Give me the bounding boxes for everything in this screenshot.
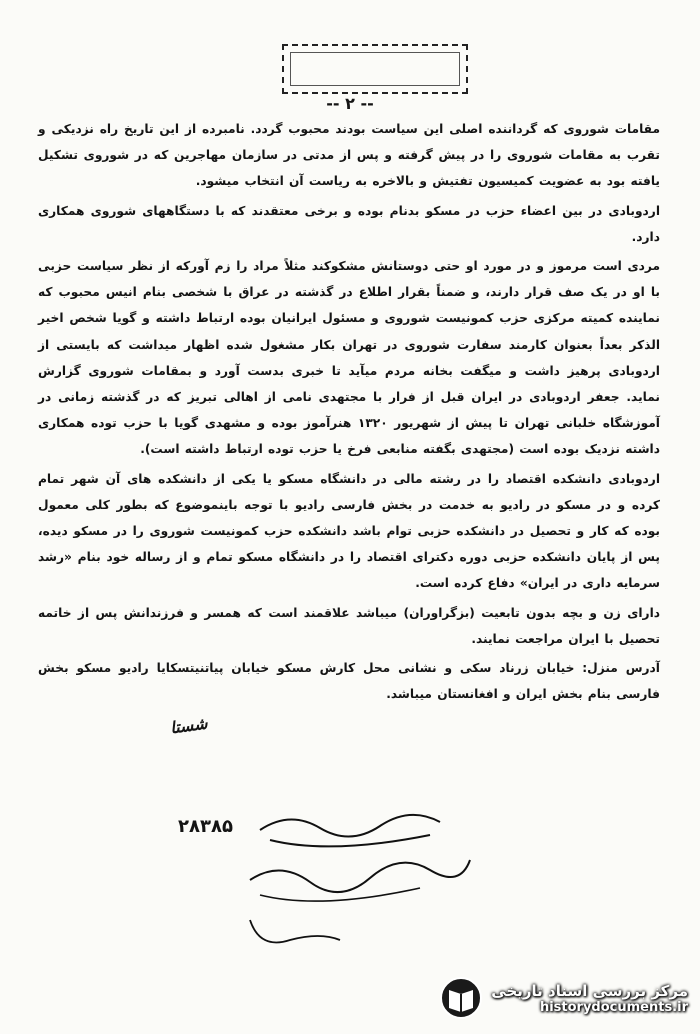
handwritten-annotation: شستا bbox=[168, 713, 209, 738]
archive-title: مرکز بررسی اسناد تاریخی bbox=[491, 981, 688, 1000]
handwritten-signature bbox=[230, 800, 490, 960]
document-number: ۲۸۳۸۵ bbox=[178, 816, 233, 837]
paragraph-5: دارای زن و بچه بدون تابعیت (بزگراوران) میباشد علاقمند است که همسر و فرزندانش پس از خاتمه تحصیل با ایران مراجعت نمایند. bbox=[38, 605, 660, 646]
page-number: -- ۲ -- bbox=[326, 94, 374, 113]
paragraph-3: مردی است مرموز و در مورد او حتی دوستانش مشکوکند مثلاً مراد را زم آورکه از نظر سیاست حزبی با او در یک صف قرار دارند، و ضمناً بقرار اطلاع در گذشته در عراق با شخصی بنام انیس محبوب که نماینده کمیته مرکزی حزب کمونیست شوروی و مسئول ایرانیان بوده ارتباط داشته و گویا شخص اخیر الذکر بعداً بعنوان کارمند سفارت شوروی در تهران بکار مشغول شده اظهار میداشت که بایستی از اردوبادی پرهیز داشت و میگفت بخانه مردم میآید تا خبری بدست آورد و بمقامات شوروی گزارش نماید. جعفر اردوبادی در ایران قبل از فرار با مجتهدی نامی از اهالی تبریز که در گذشته زمانی در آموزشگاه خلبانی تهران تا پیش از شهریور ۱۳۲۰ هنرآموز بوده و مشهدی گویا با حزب توده همکاری داشته نزدیک بوده است (مجتهدی بگفته منابعی فرخ یا حزب توده ارتباط داشته است). bbox=[38, 259, 660, 457]
paragraph-1: مقامات شوروی که گرداننده اصلی این سیاست بودند محبوب گردد. نامبرده از این تاریخ راه نزدیکی و تقرب به مقامات شوروی را در پیش گرفته و پس از مدتی در سازمان مهاجرین که در شوروی تشکیل یافته بود به عضویت کمیسیون تفتیش و بالاخره به ریاست آن انتخاب میشود. bbox=[38, 122, 660, 189]
document-body bbox=[38, 116, 660, 707]
paragraph-6: آدرس منزل: خیابان زرناد سکی و نشانی محل کارش مسکو خیابان پیاتنیتسکایا رادیو مسکو بخش فارسی بنام بخش ایران و افغانستان میباشد. bbox=[38, 661, 660, 702]
archive-url: historydocuments.ir bbox=[539, 999, 688, 1015]
book-logo-icon bbox=[439, 976, 483, 1020]
paragraph-4: اردوبادی دانشکده اقتصاد را در رشته مالی در دانشگاه مسکو یا یکی از دانشکده های آن شهر تمام کرده و در مسکو در رادیو به خدمت در بخش فارسی رادیو با توجه باینموضوع که بطور کلی معمول بوده که کار و تحصیل در دانشکده حزبی توام باشد دانشکده حزب کمونیست شوروی را در مسکو دیده، پس از پایان دانشکده حزبی دوره دکترای اقتصاد را در دانشگاه مسکو تمام و از رساله خود بنام «رشد سرمایه داری در ایران» دفاع کرده است. bbox=[38, 471, 660, 591]
archive-logo bbox=[439, 976, 688, 1020]
classification-stamp bbox=[282, 44, 468, 94]
paragraph-2: اردوبادی در بین اعضاء حزب در مسکو بدنام بوده و برخی معتقدند که با دستگاههای شوروی همکاری دارد. bbox=[38, 203, 660, 244]
